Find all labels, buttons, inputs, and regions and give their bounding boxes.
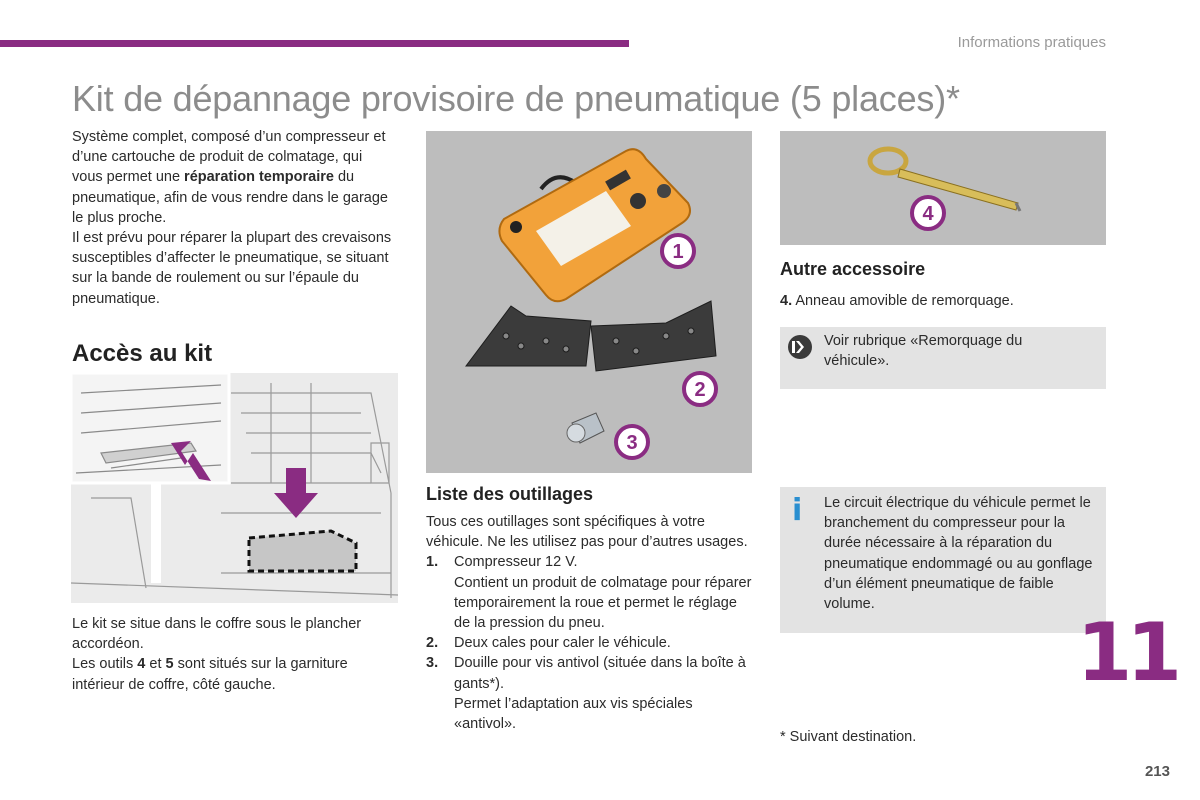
accessory-item: 4. Anneau amovible de remorquage. <box>780 293 1014 309</box>
chapter-number: 11 <box>1076 606 1176 699</box>
info-box <box>780 487 1106 633</box>
tools-section <box>426 512 756 734</box>
tools-intro: Tous ces outillages sont spécifiques à votre véhicule. Ne les utilisez pas pour d’autres usages. <box>426 514 748 551</box>
kit-location-outline <box>249 531 356 571</box>
towing-ring-image <box>870 149 1020 211</box>
page-number: 213 <box>1144 763 1170 780</box>
badge-3-icon <box>616 426 648 458</box>
page-title: Kit de dépannage provisoire de pneumatique (5 places)* <box>72 78 960 119</box>
access-text <box>72 614 394 695</box>
access-paragraph-2: Les outils 4 et 5 sont situés sur la garniture intérieur de coffre, côté gauche. <box>72 656 348 693</box>
intro-paragraph-2: Il est prévu pour réparer la plupart des crevaisons susceptibles d’affecter le pneumatique, se situant sur la bande de roulement ou sur l’épaule du pneumatique. <box>72 230 392 307</box>
see-also-arrow-icon <box>788 335 812 359</box>
header-accent-bar <box>0 40 629 47</box>
wheel-chocks-image <box>466 301 716 371</box>
svg-text:3: 3 <box>626 432 638 454</box>
trunk-illustration <box>71 373 398 603</box>
towing-ring-photo <box>780 131 1106 245</box>
accessory-heading: Autre accessoire <box>780 259 926 279</box>
info-icon: i <box>792 493 803 528</box>
tools-heading: Liste des outillages <box>426 484 594 504</box>
badge-4-icon <box>912 197 944 229</box>
badge-1-icon <box>662 235 694 267</box>
access-paragraph-1: Le kit se situe dans le coffre sous le plancher accordéon. <box>72 616 362 653</box>
intro-paragraph-1: Système complet, composé d’un compresseur et d’une cartouche de produit de colmatage, qui vous permet une réparation temporaire du pneumatique, afin de vous rendre dans le garage le plus proche. <box>72 129 388 226</box>
compressor-image <box>499 149 690 301</box>
svg-text:1: 1 <box>672 241 684 263</box>
list-item: 1. Compresseur 12 V. Contient un produit de colmatage pour réparer temporairement la roue et permet le réglage de la pression du pneu. <box>426 554 752 632</box>
svg-text:2: 2 <box>694 379 706 401</box>
list-item: 3. Douille pour vis antivol (située dans la boîte à gants*). Permet l’adaptation aux vis spéciales «antivol». <box>426 655 746 733</box>
svg-text:4: 4 <box>922 203 934 225</box>
list-item: 2. Deux cales pour caler le véhicule. <box>426 635 671 652</box>
intro-text <box>72 127 394 309</box>
see-also-text: Voir rubrique «Remorquage du véhicule». <box>824 333 1023 370</box>
tools-photo <box>426 131 752 473</box>
see-also-box <box>780 327 1106 389</box>
tools-list <box>426 552 756 734</box>
access-heading: Accès au kit <box>72 340 213 367</box>
footnote: * Suivant destination. <box>780 729 917 745</box>
info-text: Le circuit électrique du véhicule permet le branchement du compresseur pour la durée nécessaire à la réparation du pneumatique endommagé ou au gonflage d’un élément pneumatique de faible volume. <box>824 495 1093 613</box>
badge-2-icon <box>684 373 716 405</box>
section-name: Informations pratiques <box>957 34 1106 51</box>
antitheft-socket-image <box>567 413 604 443</box>
